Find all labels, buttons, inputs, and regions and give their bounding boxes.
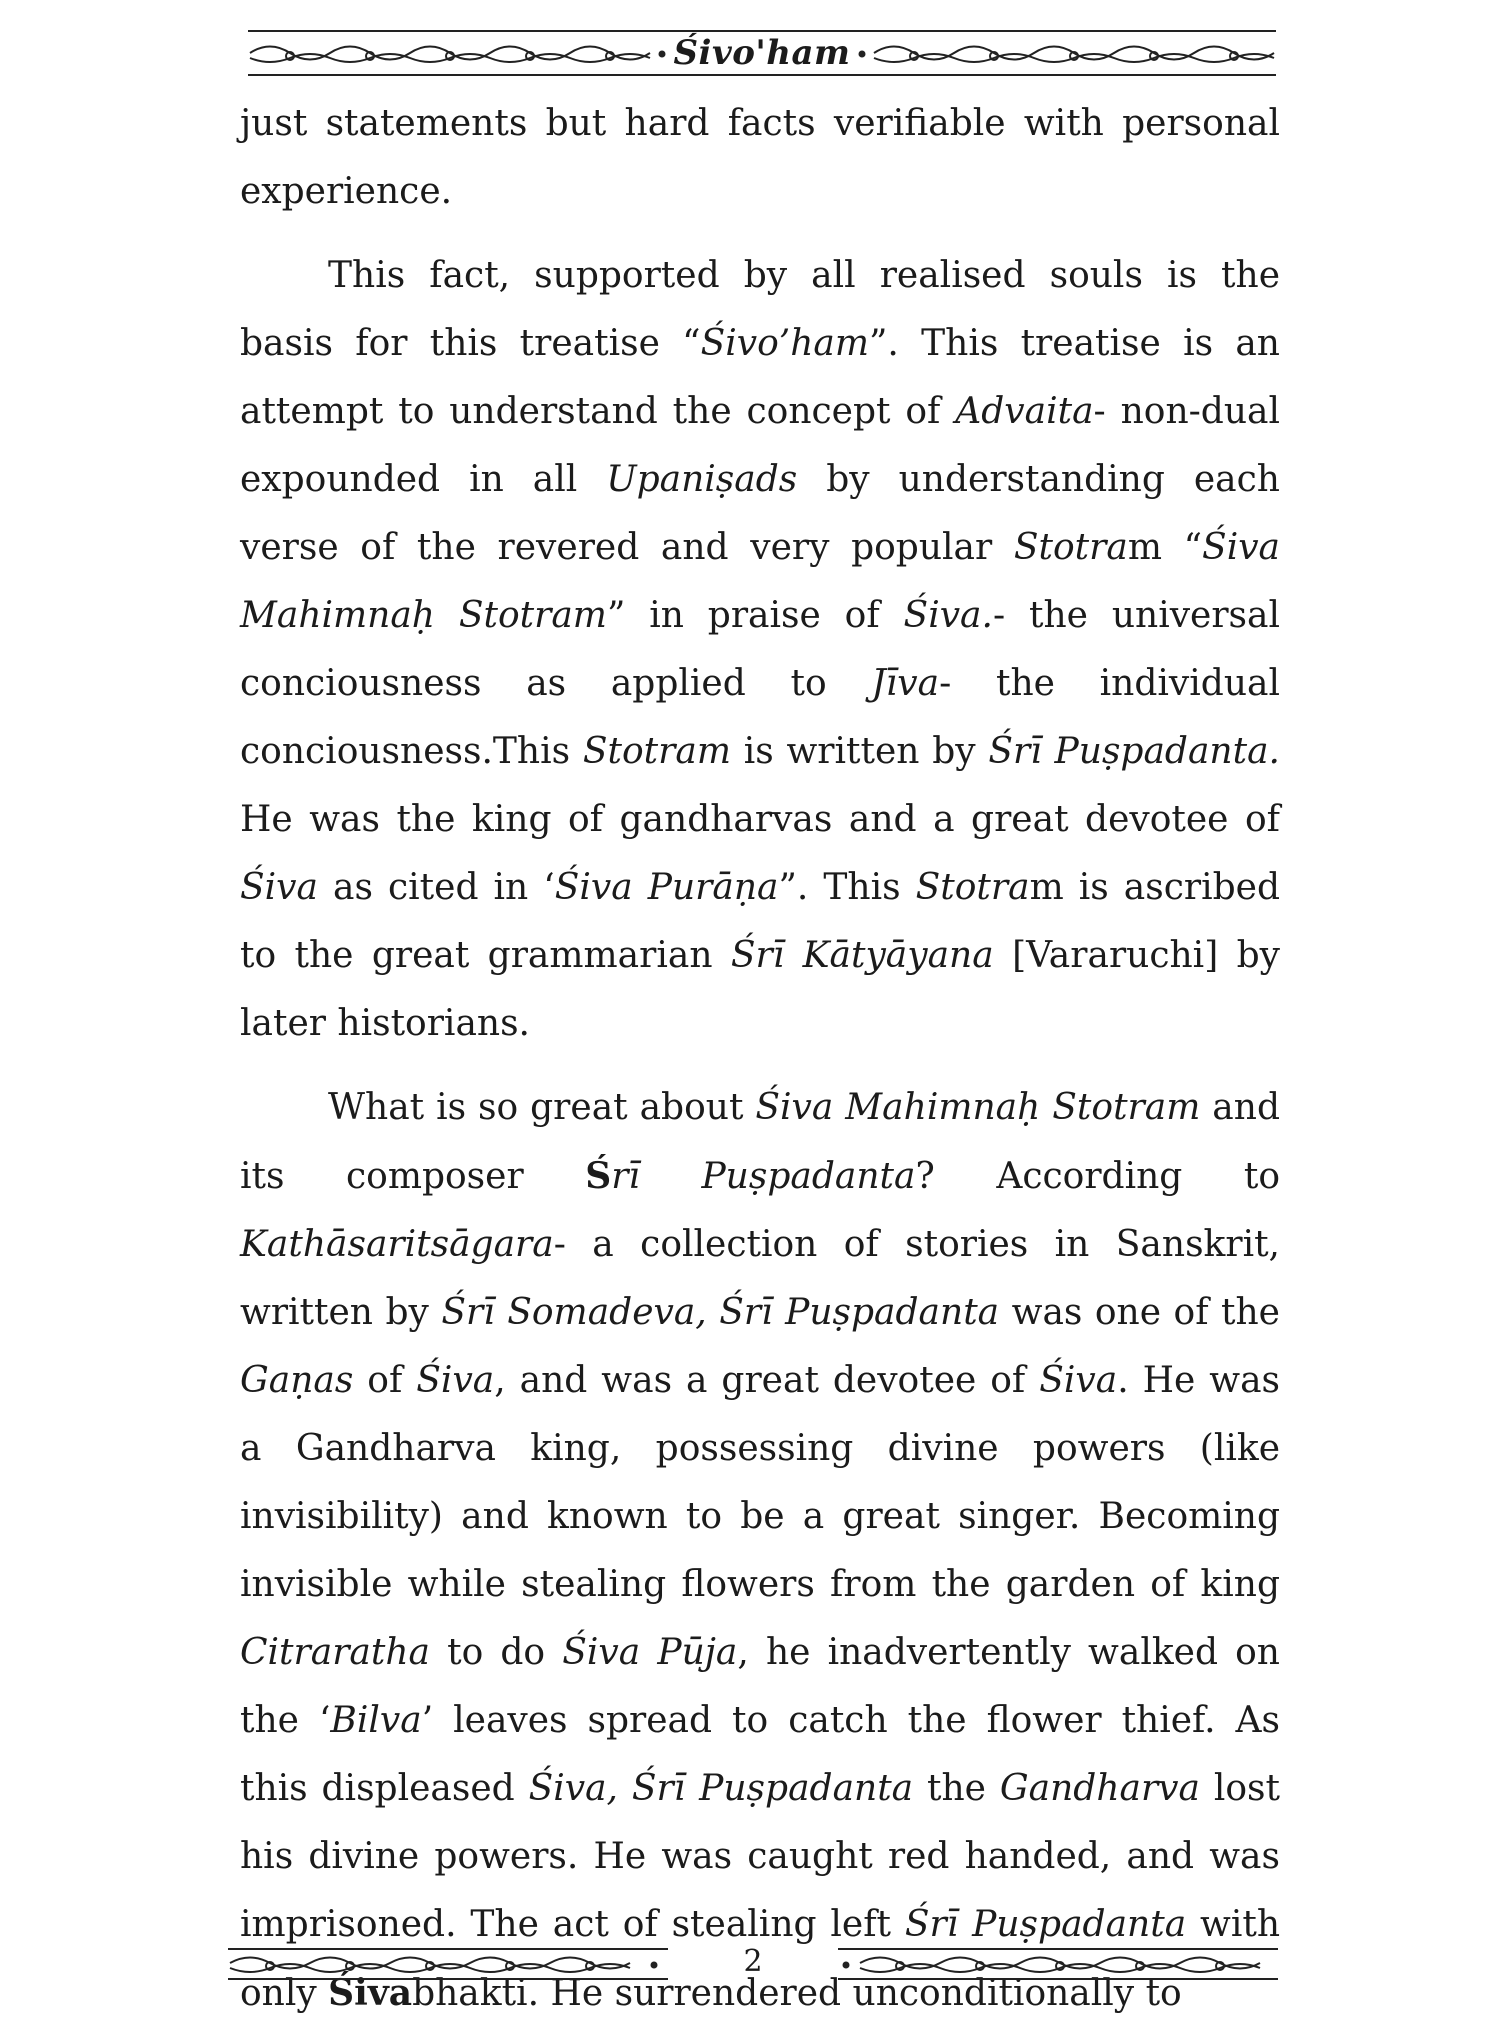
page-footer	[228, 1942, 1278, 1986]
text-run: Śrī Kātyāyana	[730, 935, 994, 976]
text-run: He was the king of gandharvas and a great devotee of	[240, 799, 1280, 840]
header-rule-bottom	[248, 74, 1276, 76]
text-run: Advaita	[955, 391, 1094, 432]
page-body	[240, 90, 1280, 2044]
text-run: ? According to	[915, 1156, 1280, 1197]
text-run: Śiva Purāṇa	[554, 867, 779, 908]
header-ornament-right	[856, 36, 1276, 70]
text-run: Citraratha	[240, 1632, 430, 1673]
text-run: Ś	[585, 1155, 612, 1197]
text-run: Śiva, Śrī Puṣpadanta	[528, 1768, 914, 1809]
text-run: Bilva	[330, 1700, 422, 1741]
text-run: Śrī Somadeva, Śrī Puṣpadanta	[441, 1292, 1000, 1333]
text-run: the	[913, 1768, 1000, 1809]
text-run: is written by	[730, 731, 989, 772]
text-run: bhakti. He surrendered unconditionally to	[412, 1973, 1182, 2014]
running-header-title: Śivo'ham	[673, 33, 851, 73]
text-run: Śiva	[416, 1360, 495, 1401]
text-run: Śiva	[328, 1972, 413, 2014]
text-run: Gaṇas	[240, 1360, 354, 1401]
text-run: lost his divine powers. He was caught red handed, and was imprisoned. The act of stealing left	[240, 1768, 1280, 1945]
text-run: Stotra	[915, 867, 1030, 908]
text-run: ’ leaves spread to catch the flower thief. As this displeased	[240, 1700, 1281, 1809]
text-run: just statements but hard facts verifiable with personal experience.	[240, 103, 1280, 212]
text-run: This fact, supported by all realised souls is the basis for this treatise “	[240, 255, 1280, 364]
paragraph	[240, 242, 1280, 1058]
text-run: Upaniṣads	[606, 459, 798, 500]
text-run: m “	[1127, 527, 1203, 568]
text-run: Śiva.	[903, 595, 993, 636]
text-run: ”. This treatise is an attempt to understand the concept of	[240, 323, 1280, 432]
text-run: Śiva	[240, 867, 318, 908]
paragraph	[240, 90, 1280, 226]
paragraph	[240, 1074, 1280, 2028]
text-run: with only	[240, 1904, 1280, 2014]
footer-ornament-right	[838, 1948, 1278, 1980]
text-run: Stotra	[1013, 527, 1128, 568]
page-header	[248, 30, 1276, 76]
text-run: Stotram	[582, 731, 731, 772]
text-run: Śrī Puṣpadanta.	[988, 731, 1280, 772]
text-run: of	[353, 1360, 417, 1401]
text-run: to do	[429, 1632, 563, 1673]
text-run: ”. This	[778, 867, 916, 908]
text-run: Gandharva	[999, 1768, 1200, 1809]
text-run: - non-dual expounded in all	[240, 391, 1280, 500]
text-run: , he inadvertently walked on the ‘	[240, 1632, 1280, 1741]
page-number: 2	[743, 1944, 763, 1979]
text-run: Śivo’ham	[700, 323, 869, 364]
header-ornament-left	[248, 36, 668, 70]
text-run: - the universal conciousness as applied to	[240, 595, 1281, 704]
text-run: ” in praise of	[606, 595, 904, 636]
text-run: Śiva Mahimnaḥ Stotram	[240, 527, 1281, 636]
footer-ornament-left	[228, 1948, 668, 1980]
text-run: by understanding each verse of the revered and very popular	[240, 459, 1280, 568]
text-run: What is so great about	[328, 1087, 756, 1128]
text-run: , and was a great devotee of	[494, 1360, 1040, 1401]
text-run: rī Puṣpadanta	[611, 1156, 916, 1197]
text-run: Śiva Pūja	[562, 1632, 738, 1673]
text-run: - a collection of stories in Sanskrit, written by	[240, 1224, 1280, 1333]
text-run: Jīva	[871, 663, 940, 704]
text-run: was one of the	[999, 1292, 1280, 1333]
text-run: Śrī Puṣpadanta	[904, 1904, 1187, 1945]
text-run: as cited in ‘	[317, 867, 555, 908]
text-run: and its composer	[240, 1087, 1280, 1197]
text-run: Śiva	[1039, 1360, 1118, 1401]
text-run: Kathāsaritsāgara	[240, 1224, 554, 1265]
text-run: Śiva Mahimnaḥ Stotram	[755, 1087, 1201, 1128]
text-run: [Vararuchi] by later historians.	[240, 935, 1280, 1044]
text-run: . He was a Gandharva king, possessing divine powers (like invisibility) and known to be a great singer. Becoming invisible while stealing flowers from the garden of king	[240, 1360, 1281, 1605]
text-run: m is ascribed to the great grammarian	[240, 867, 1280, 976]
text-run: - the individual conciousness.This	[240, 663, 1280, 772]
